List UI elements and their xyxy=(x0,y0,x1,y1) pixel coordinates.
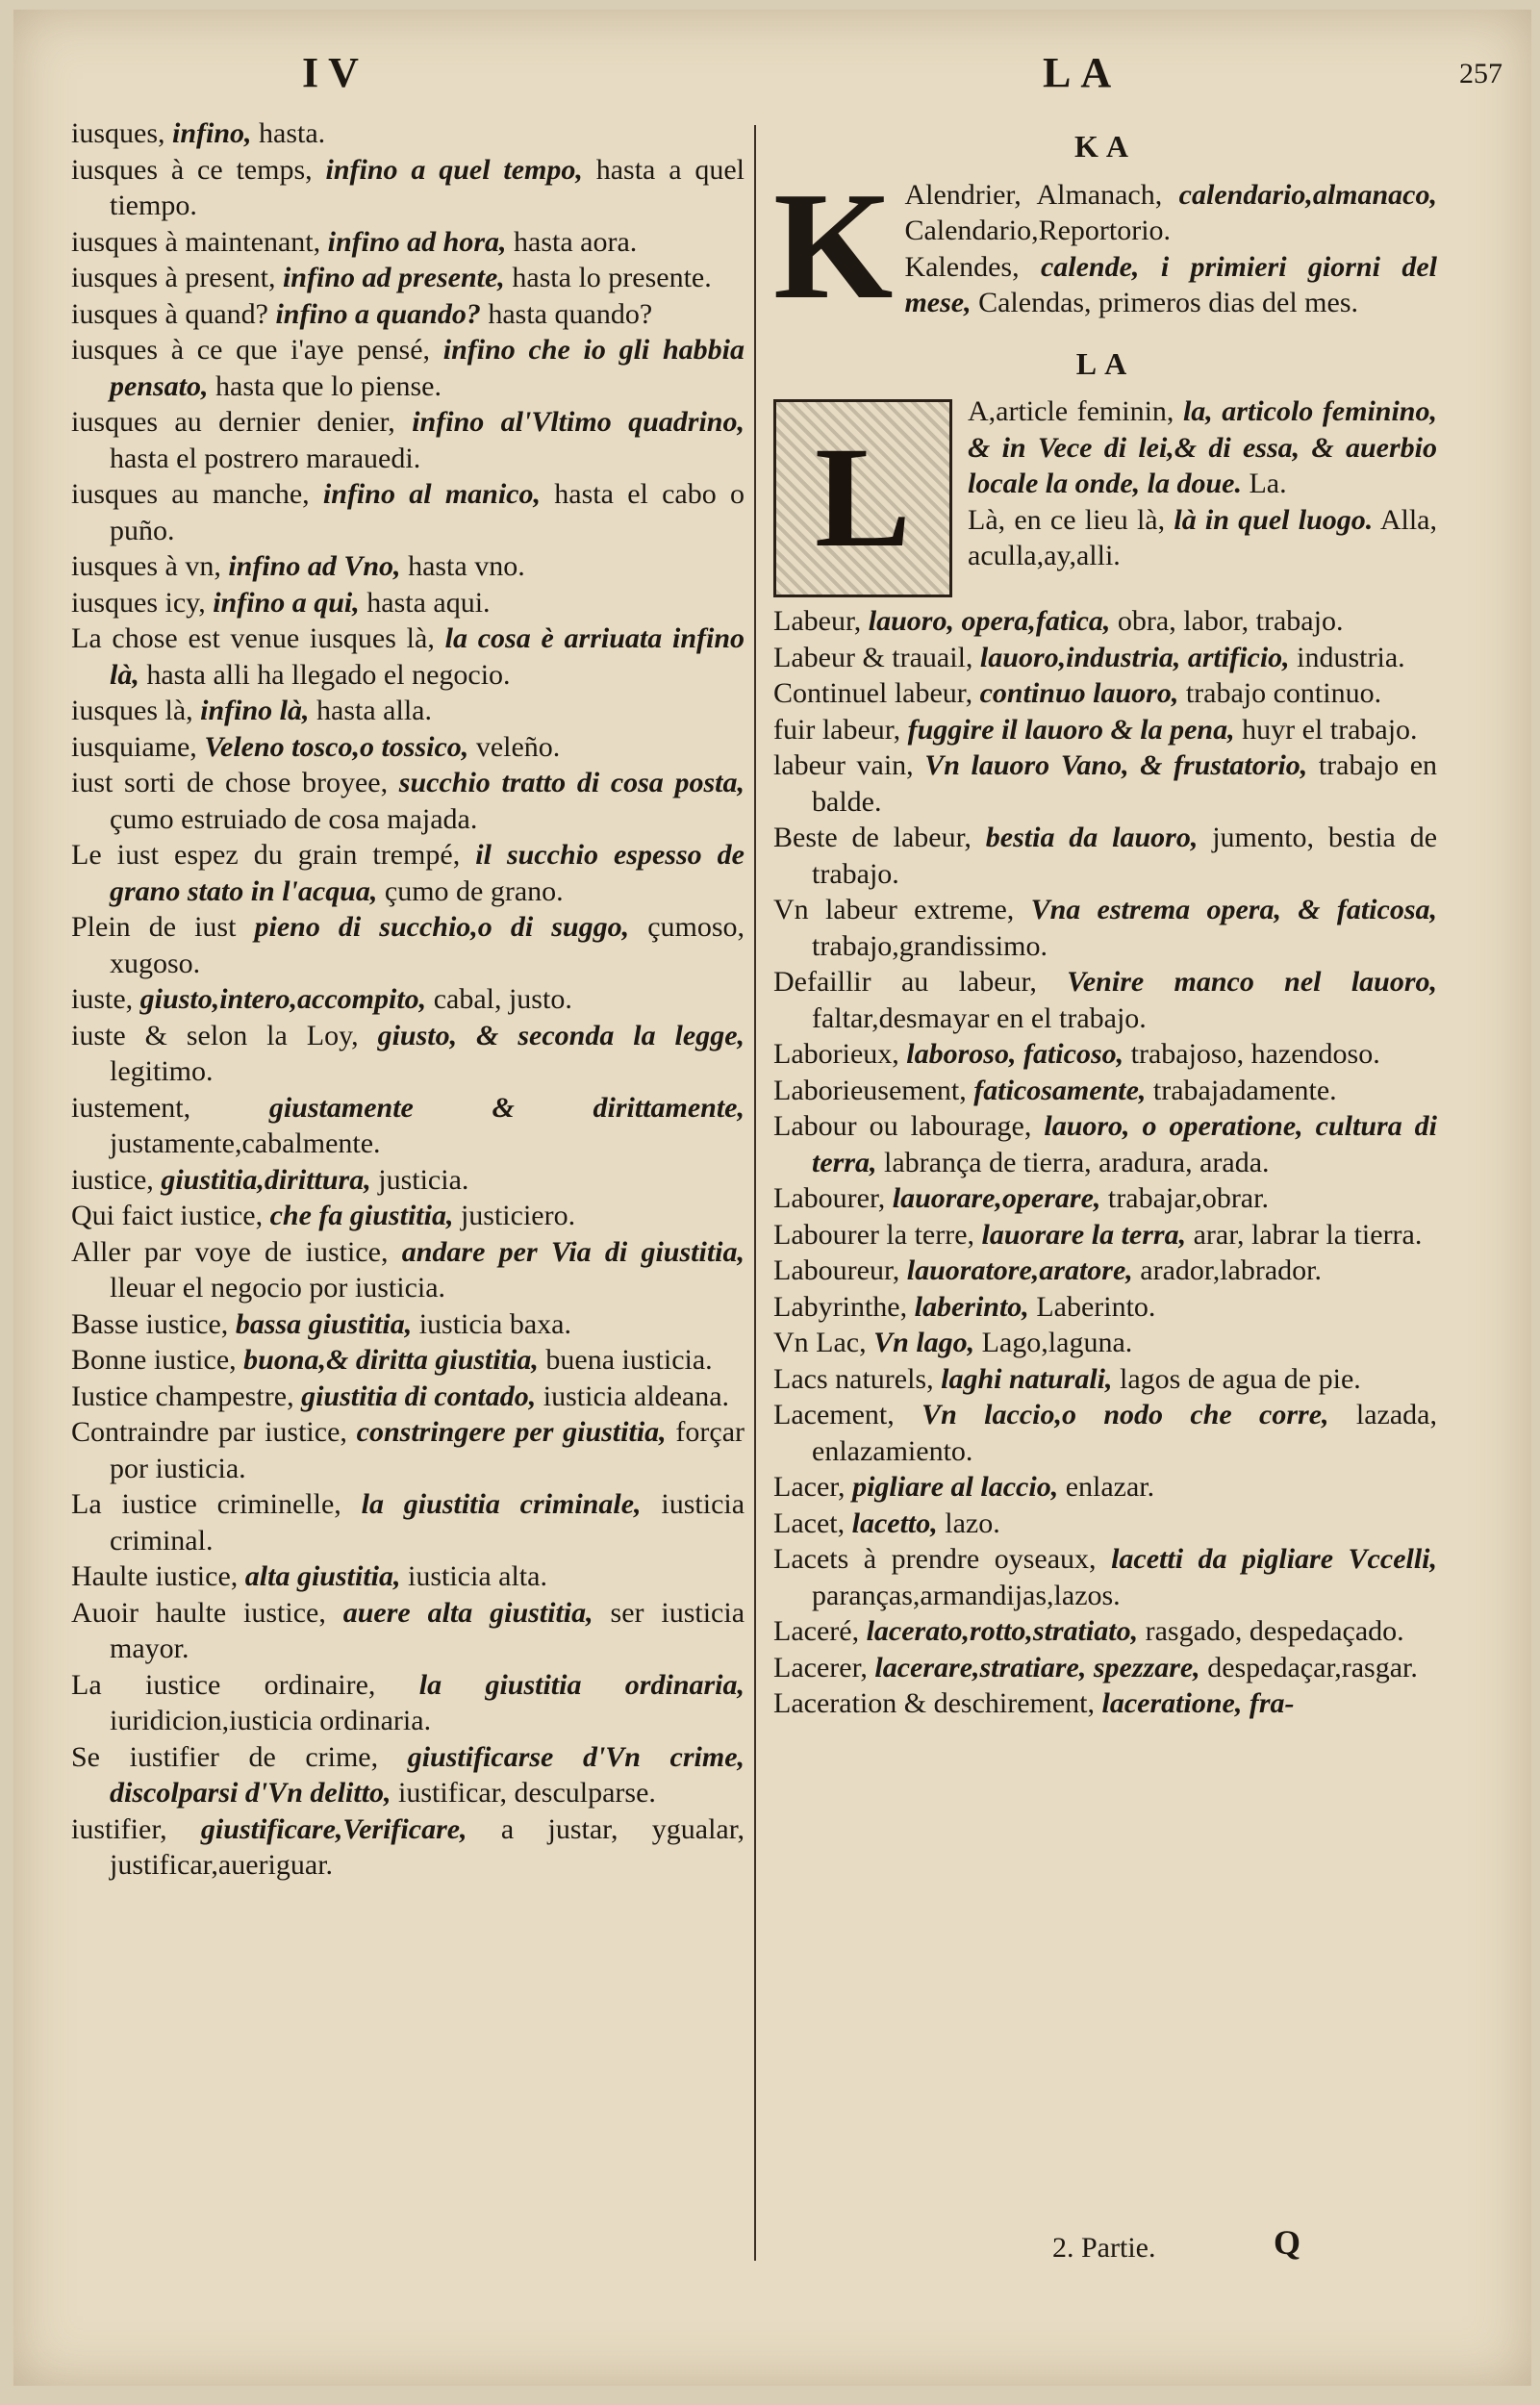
dictionary-entry xyxy=(773,1289,1437,1326)
french-term: La iustice ordinaire, xyxy=(71,1668,376,1701)
dictionary-entry xyxy=(71,909,745,981)
italian-term: giustitia di contado, xyxy=(301,1380,537,1412)
italian-term: giustamente & dirittamente, xyxy=(268,1091,745,1124)
spanish-term: iuridicion,iusticia ordinaria. xyxy=(110,1705,432,1736)
italian-term: Vna estrema opera, & faticosa, xyxy=(1030,894,1437,925)
spanish-term: hasta. xyxy=(259,117,326,149)
italian-term: calende, i primieri giorni del mese, xyxy=(904,250,1437,318)
spanish-term: rasgado, despedaçado. xyxy=(1145,1615,1404,1647)
spanish-term: arar, labrar la tierra. xyxy=(1193,1218,1423,1251)
french-term: Iustice champestre, xyxy=(71,1380,294,1412)
dictionary-entry xyxy=(773,1325,1437,1361)
spanish-term: ser iusticia mayor. xyxy=(110,1596,745,1664)
spanish-term: legitimo. xyxy=(110,1055,214,1087)
french-term: iusquiame, xyxy=(71,730,197,763)
italian-term: lacetto, xyxy=(851,1506,938,1539)
italian-term: faticosamente, xyxy=(973,1074,1147,1106)
spanish-term: obra, labor, trabajo. xyxy=(1117,605,1344,637)
italian-term: lauoro,industria, artificio, xyxy=(979,641,1290,673)
dictionary-entry xyxy=(71,1486,745,1558)
french-term: Labour ou labourage, xyxy=(773,1110,1032,1142)
spanish-term: hasta vno. xyxy=(408,550,525,582)
italian-term: la giustitia criminale, xyxy=(361,1488,642,1520)
spanish-term: despedaçar,rasgar. xyxy=(1207,1651,1418,1684)
french-term: iusques icy, xyxy=(71,586,206,619)
french-term: Vn labeur extreme, xyxy=(773,894,1015,925)
french-term: iustement, xyxy=(71,1091,191,1124)
spanish-term: trabajoso, hazendoso. xyxy=(1130,1038,1380,1070)
spanish-term: justamente,cabalmente. xyxy=(110,1127,381,1159)
page-number: 257 xyxy=(1459,58,1502,89)
spanish-term: cabal, justo. xyxy=(433,983,572,1015)
spanish-term: iusticia baxa. xyxy=(418,1307,571,1340)
dictionary-entry xyxy=(773,820,1437,892)
italian-term: lauorare la terra, xyxy=(981,1218,1187,1251)
spanish-term: lagos de agua de pie. xyxy=(1120,1362,1361,1395)
dictionary-entry xyxy=(773,640,1437,676)
italian-term: infino a qui, xyxy=(213,586,360,619)
spanish-term: iusticia aldeana. xyxy=(543,1380,730,1412)
dictionary-entry xyxy=(71,693,745,729)
french-term: Lacs naturels, xyxy=(773,1362,934,1395)
spanish-term: hasta el cabo o puño. xyxy=(110,478,745,546)
french-term: iusques là, xyxy=(71,695,193,726)
italian-term: andare per Via di giustitia, xyxy=(401,1235,745,1268)
right-column xyxy=(773,115,1437,1722)
spanish-term: hasta alla. xyxy=(316,695,432,726)
dictionary-entry xyxy=(773,1506,1437,1542)
signature-mark: 2. Partie. xyxy=(1052,2232,1156,2264)
spanish-term: iustificar, desculparse. xyxy=(398,1777,656,1809)
spanish-term: a justar, ygualar, justificar,aueriguar. xyxy=(110,1812,745,1881)
french-term: Se iustifier de crime, xyxy=(71,1740,379,1773)
dictionary-entry xyxy=(71,1090,745,1162)
dictionary-entry xyxy=(71,1414,745,1486)
spanish-term: çumo de grano. xyxy=(384,874,564,907)
french-term: Lacet, xyxy=(773,1506,846,1539)
dictionary-entry xyxy=(71,765,745,837)
french-term: Lacer, xyxy=(773,1471,846,1503)
la-entries xyxy=(773,603,1437,1722)
dictionary-entry xyxy=(71,1667,745,1739)
dictionary-entry xyxy=(773,603,1437,640)
french-term: Laborieusement, xyxy=(773,1074,967,1106)
french-term: Vn Lac, xyxy=(773,1327,867,1358)
dictionary-entry xyxy=(71,729,745,766)
italian-term: laceratione, fra- xyxy=(1101,1687,1295,1719)
dictionary-entry xyxy=(773,1685,1437,1722)
french-term: Le iust espez du grain trempé, xyxy=(71,839,461,871)
italian-term: infino ad Vno, xyxy=(228,550,401,582)
spanish-term: faltar,desmayar en el trabajo. xyxy=(812,1001,1147,1034)
italian-term: infino a quando? xyxy=(275,297,481,330)
italian-term: laberinto, xyxy=(914,1290,1029,1323)
spanish-term: trabajar,obrar. xyxy=(1107,1182,1269,1214)
spanish-term: iusticia alta. xyxy=(408,1560,547,1592)
italian-term: giustificarse d'Vn crime, discolparsi d'Vn delitto, xyxy=(110,1740,745,1809)
french-term: Alendrier, Almanach, xyxy=(904,178,1163,211)
french-term: Lacement, xyxy=(773,1399,895,1430)
spanish-term: trabajo,grandissimo. xyxy=(812,929,1048,962)
french-term: iusques à ce temps, xyxy=(71,153,313,186)
dictionary-entry xyxy=(71,1018,745,1090)
french-term: iusques, xyxy=(71,117,165,149)
italian-term: fuggire il lauoro & la pena, xyxy=(907,713,1235,746)
dictionary-entry xyxy=(773,1650,1437,1686)
french-term: Labeur, xyxy=(773,605,862,637)
running-head-left: IV xyxy=(302,49,368,96)
spanish-term: trabajo en balde. xyxy=(812,749,1438,818)
french-term: iuste, xyxy=(71,983,134,1015)
column-rule xyxy=(754,125,756,2261)
italian-term: infino al'Vltimo quadrino, xyxy=(412,406,745,438)
french-term: Labourer, xyxy=(773,1182,886,1214)
spanish-term: lazo. xyxy=(945,1506,1000,1539)
italian-term: infino ad presente, xyxy=(282,262,505,293)
spanish-term: veleño. xyxy=(475,730,561,763)
spanish-term: Lago,laguna. xyxy=(981,1327,1133,1358)
dictionary-entry xyxy=(71,476,745,548)
dictionary-entry xyxy=(773,1180,1437,1217)
dictionary-entry xyxy=(773,1108,1437,1180)
italian-term: Veleno tosco,o tossico, xyxy=(204,730,469,763)
dictionary-entry xyxy=(773,712,1437,748)
french-term: Qui faict iustice, xyxy=(71,1200,264,1231)
ka-block xyxy=(773,159,1438,331)
italian-term: infino ad hora, xyxy=(327,225,507,258)
dictionary-entry xyxy=(773,1613,1437,1650)
dictionary-entry xyxy=(773,1397,1437,1469)
italian-term: il succhio espesso de grano stato in l'acqua, xyxy=(110,839,745,907)
italian-term: bassa giustitia, xyxy=(235,1307,413,1340)
dictionary-entry xyxy=(773,1036,1437,1073)
italian-term: infino là, xyxy=(200,695,310,726)
french-term: Basse iustice, xyxy=(71,1307,229,1340)
dictionary-entry xyxy=(773,675,1437,712)
dictionary-entry xyxy=(71,152,745,224)
french-term: iuste & selon la Loy, xyxy=(71,1019,359,1051)
spanish-term: huyr el trabajo. xyxy=(1242,713,1418,746)
italian-term: laboroso, faticoso, xyxy=(906,1038,1124,1070)
french-term: Lacerer, xyxy=(773,1651,868,1684)
french-term: Laboureur, xyxy=(773,1254,900,1286)
italian-term: infino al manico, xyxy=(322,478,541,510)
running-head-right: LA xyxy=(1043,49,1122,96)
italian-term: la, articolo feminino, & in Vece di lei,& di essa, & auerbio locale la onde, la doue. xyxy=(968,395,1437,499)
french-term: iusques à present, xyxy=(71,262,276,293)
dictionary-entry xyxy=(71,1811,745,1884)
french-term: iusques au dernier denier, xyxy=(71,406,395,438)
italian-term: lacerare,stratiare, spezzare, xyxy=(874,1651,1200,1684)
dictionary-entry xyxy=(773,1217,1437,1253)
italian-term: giusto, & seconda la legge, xyxy=(377,1019,745,1051)
french-term: iusques au manche, xyxy=(71,478,310,510)
italian-term: che fa giustitia, xyxy=(269,1200,454,1231)
french-term: Laceration & deschirement, xyxy=(773,1687,1096,1719)
dictionary-entry xyxy=(773,1073,1437,1109)
dictionary-entry xyxy=(71,1162,745,1199)
italian-term: laghi naturali, xyxy=(941,1362,1113,1395)
french-term: iusques à vn, xyxy=(71,550,221,582)
spanish-term: labrança de tierra, aradura, arada. xyxy=(884,1146,1270,1178)
italian-term: succhio tratto di cosa posta, xyxy=(398,767,745,798)
italian-term: là in quel luogo. xyxy=(1174,503,1374,536)
spanish-term: hasta alli ha llegado el negocio. xyxy=(146,658,511,691)
italian-term: lacerato,rotto,stratiato, xyxy=(866,1615,1139,1647)
spanish-term: hasta que lo piense. xyxy=(215,369,442,402)
french-term: Kalendes, xyxy=(904,250,1020,283)
italian-term: lacetti da pigliare Vccelli, xyxy=(1111,1543,1438,1575)
french-term: Lacets à prendre oyseaux, xyxy=(773,1543,1097,1575)
spanish-term: arador,labrador. xyxy=(1140,1254,1322,1286)
french-term: Bonne iustice, xyxy=(71,1344,237,1376)
italian-term: lauoro, opera,fatica, xyxy=(868,605,1111,637)
italian-term: lauorare,operare, xyxy=(892,1182,1101,1214)
spanish-term: hasta a quel tiempo. xyxy=(110,153,745,221)
spanish-term: buena iusticia. xyxy=(545,1344,713,1376)
french-term: iusques à quand? xyxy=(71,297,268,330)
italian-term: la giustitia ordinaria, xyxy=(418,1668,745,1701)
spanish-term: hasta aqui. xyxy=(366,586,491,619)
spanish-term: enlazar. xyxy=(1065,1471,1155,1503)
french-term: Beste de labeur, xyxy=(773,822,972,853)
italian-term: Vn lauoro Vano, & frustatorio, xyxy=(924,749,1308,781)
italian-term: continuo lauoro, xyxy=(979,677,1179,709)
dictionary-entry xyxy=(71,548,745,585)
italian-term: bestia da lauoro, xyxy=(985,822,1199,853)
dictionary-entry xyxy=(71,1558,745,1595)
spanish-term: çumoso, xugoso. xyxy=(110,911,745,979)
spanish-term: justicia. xyxy=(378,1163,469,1196)
italian-term: pieno di succhio,o di suggo, xyxy=(254,911,630,943)
dictionary-entry xyxy=(71,1595,745,1667)
french-term: Contraindre par iustice, xyxy=(71,1416,347,1448)
dictionary-entry xyxy=(71,296,745,333)
spanish-term: iusticia criminal. xyxy=(110,1488,745,1557)
spanish-term: trabajo continuo. xyxy=(1185,677,1382,709)
spanish-term: çumo estruiado de cosa majada. xyxy=(110,802,478,835)
italian-term: alta giustitia, xyxy=(244,1560,401,1592)
dictionary-entry xyxy=(71,1342,745,1379)
french-term: La chose est venue iusques là, xyxy=(71,622,435,654)
french-term: Là, en ce lieu là, xyxy=(968,503,1166,536)
spanish-term: Calendario,Reportorio. xyxy=(904,215,1172,246)
french-term: iustice, xyxy=(71,1163,154,1196)
italian-term: lauoro, o operatione, cultura di terra, xyxy=(812,1110,1438,1178)
spanish-term: jumento, bestia de trabajo. xyxy=(812,822,1438,890)
french-term: Labeur & trauail, xyxy=(773,641,973,673)
spanish-term: industria. xyxy=(1297,641,1405,673)
dictionary-entry xyxy=(773,892,1437,964)
french-term: A,article feminin, xyxy=(968,395,1174,427)
italian-term: infino a quel tempo, xyxy=(325,153,583,186)
spanish-term: Laberinto. xyxy=(1036,1290,1156,1323)
dictionary-entry xyxy=(773,1253,1437,1289)
italian-term: Vn laccio,o nodo che corre, xyxy=(921,1399,1329,1430)
dictionary-entry xyxy=(71,1234,745,1306)
spanish-term: paranças,armandijas,lazos. xyxy=(812,1579,1121,1611)
french-term: Continuel labeur, xyxy=(773,677,973,709)
french-term: Aller par voye de iustice, xyxy=(71,1235,389,1268)
spanish-term: lazada, enlazamiento. xyxy=(812,1399,1437,1467)
french-term: Plein de iust xyxy=(71,911,237,943)
french-term: Haulte iustice, xyxy=(71,1560,239,1592)
dictionary-entry xyxy=(71,404,745,476)
dictionary-entry xyxy=(71,260,745,296)
spanish-term: La. xyxy=(1249,468,1287,499)
italian-term: infino, xyxy=(172,117,252,149)
dictionary-entry xyxy=(773,1541,1437,1613)
french-term: Defaillir au labeur, xyxy=(773,966,1037,998)
french-term: Labourer la terre, xyxy=(773,1218,975,1251)
dictionary-entry xyxy=(773,1361,1437,1398)
dictionary-entry xyxy=(71,1198,745,1234)
dictionary-entry xyxy=(71,224,745,261)
dictionary-entry xyxy=(71,1379,745,1415)
dictionary-entry xyxy=(71,1739,745,1811)
dictionary-entry xyxy=(71,981,745,1018)
dictionary-page xyxy=(13,10,1531,2386)
spanish-term: forçar por iusticia. xyxy=(110,1416,745,1484)
italian-term: auere alta giustitia, xyxy=(342,1596,593,1629)
italian-term: pigliare al laccio, xyxy=(852,1471,1059,1503)
spanish-term: lleuar el negocio por iusticia. xyxy=(110,1272,446,1304)
french-term: labeur vain, xyxy=(773,749,914,781)
section-heading-la: LA xyxy=(1075,345,1135,381)
dictionary-entry xyxy=(71,115,745,152)
french-term: La iustice criminelle, xyxy=(71,1488,341,1520)
french-term: iusques à ce que i'aye pensé, xyxy=(71,334,431,366)
italian-term: giustificare,Verificare, xyxy=(200,1812,467,1845)
spanish-term: trabajadamente. xyxy=(1152,1074,1337,1106)
dictionary-entry xyxy=(773,1469,1437,1506)
spanish-term: hasta el postrero marauedi. xyxy=(110,442,421,474)
french-term: fuir labeur, xyxy=(773,713,901,746)
decorated-initial-l: L xyxy=(773,399,952,597)
italian-term: lauoratore,aratore, xyxy=(906,1254,1133,1286)
left-column xyxy=(71,115,745,1884)
dictionary-entry xyxy=(71,1306,745,1343)
spanish-term: Calendas, primeros dias del mes. xyxy=(978,287,1359,318)
drop-cap-k: K xyxy=(773,159,894,331)
italian-term: giusto,intero,accompito, xyxy=(139,983,427,1015)
french-term: Laborieux, xyxy=(773,1038,899,1070)
spanish-term: hasta aora. xyxy=(514,225,638,258)
spanish-term: justiciero. xyxy=(460,1200,576,1231)
dictionary-entry xyxy=(71,837,745,909)
catchword: Q xyxy=(1274,2223,1301,2262)
italian-term: Vn lago, xyxy=(873,1327,975,1358)
french-term: Auoir haulte iustice, xyxy=(71,1596,326,1629)
italian-term: la cosa è arriuata infino là, xyxy=(110,622,745,691)
italian-term: infino che io gli habbia pensato, xyxy=(110,334,745,402)
spanish-term: Alla, aculla,ay,alli. xyxy=(968,503,1437,571)
italian-term: buona,& diritta giustitia, xyxy=(243,1344,539,1376)
italian-term: constringere per giustitia, xyxy=(356,1416,667,1448)
dictionary-entry xyxy=(71,585,745,621)
french-term: Labyrinthe, xyxy=(773,1290,908,1323)
spanish-term: hasta lo presente. xyxy=(512,262,712,293)
french-term: iust sorti de chose broyee, xyxy=(71,767,389,798)
french-term: iusques à maintenant, xyxy=(71,225,321,258)
spanish-term: hasta quando? xyxy=(488,297,653,330)
section-heading-ka: KA xyxy=(1074,129,1136,164)
dictionary-entry xyxy=(71,620,745,693)
dictionary-entry xyxy=(773,964,1437,1036)
italian-term: giustitia,dirittura, xyxy=(161,1163,371,1196)
italian-term: Venire manco nel lauoro, xyxy=(1067,966,1438,998)
la-block xyxy=(773,393,1437,603)
dictionary-entry xyxy=(71,332,745,404)
dictionary-entry xyxy=(773,747,1437,820)
french-term: iustifier, xyxy=(71,1812,167,1845)
italian-term: calendario,almanaco, xyxy=(1178,178,1438,211)
french-term: Laceré, xyxy=(773,1615,860,1647)
